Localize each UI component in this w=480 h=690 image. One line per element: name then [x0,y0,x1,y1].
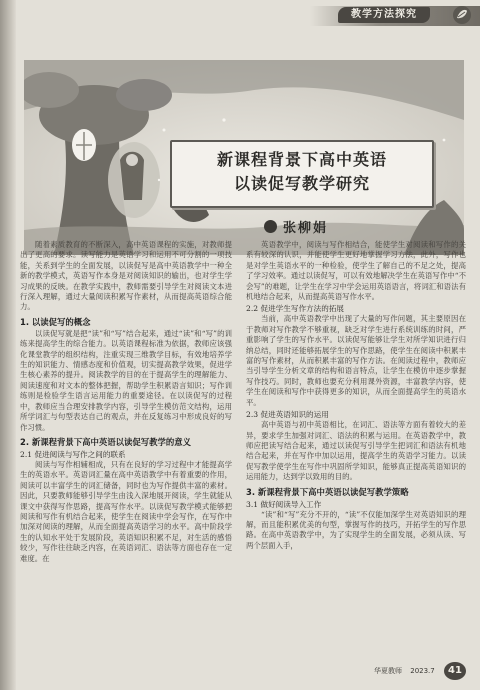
article-title-line-1: 新课程背景下高中英语 [216,150,387,169]
article-title-box [170,140,434,208]
subsection-heading: 3.1 做好阅读导入工作 [246,499,322,509]
article-title-line-2: 以读促写教学研究 [233,174,370,193]
section-heading: 1. 以读促写的概念 [20,316,91,327]
paragraph: 高中英语与初中英语相比，在词汇、语法等方面有着较大的差异，要求学生加强对词汇、语法的积累与运用。在英语教学中，教师应把读写结合起来，通过以读促写引导学生把词汇和语法有机地结合起来，并在写作中加以运用，提高学生的英语学习能力。以读促写教学使学生在写作中巩固所学知识，能够真正提高英语知识的运用能力，达到学以致用的目的。 [246,420,466,482]
issue-date: 2023.7 [410,667,435,675]
magazine-name: 华夏教师 [374,667,402,675]
paragraph: 当前，高中英语教学中出现了大量的写作问题，其主要原因在于教师对写作教学不够重视，缺乏对学生进行系统训练的时间，严重影响了学生的写作水平。以读促写能够让学生对所学知识进行归纳总结，同时还能够拓展学生的写作思路，使学生在阅读中积累丰富的写作素材，从而积累丰富的写作方法。在阅读过程中，教师应当引导学生分析文章的结构和语言特点，让学生在模仿中逐步掌握写作技巧。同时，教师也要充分利用课外资源，丰富教学内容，使学生在阅读和写作中获得更多的知识，从而全面提高学生的英语水平。 [246,314,466,407]
author-name: 张柳娟 [283,220,329,236]
section-heading: 2. 新课程背景下高中英语以读促写教学的意义 [20,436,192,447]
subsection-heading: 2.2 促进学生写作方法的拓展 [246,304,345,314]
footer-text [374,666,435,676]
subsection-heading: 2.3 促进英语知识的运用 [246,410,329,420]
right-text-column [246,240,466,551]
leaf-icon [452,5,472,25]
page-number: 41 [444,662,466,680]
author-marker-icon [264,220,277,233]
binding-spine [0,0,16,690]
section-heading: 3. 新课程背景下高中英语以读促写教学策略 [246,486,409,497]
author-row [264,216,328,236]
paragraph: “读”和“写”充分不开的，“读”不仅能加深学生对英语知识的理解，而且能积累优美的句型，掌握写作的技巧，开拓学生的写作思路。在高中英语教学中，为了实现学生的全面发展，必须从读、写两个层面入手， [246,509,466,550]
column-tag: 教学方法探究 [338,7,430,23]
subsection-heading: 2.1 促进阅读与写作之间的联系 [20,449,126,459]
paragraph: 阅读与写作相辅相成，只有在良好的学习过程中才能提高学生的英语水平。英语词汇量在高中英语教学中有着重要的作用，阅读可以丰富学生的词汇储备，同时也为写作提供丰富的素材。因此，只要教师能够引导学生由浅入深地展开阅读，学生就能从课文中获得写作思路，提高写作水平。以读促写教学模式能够把阅读和写作有机结合起来，使学生在阅读中学会写作，在写作中加深对阅读的理解，从而全面提高英语学习的水平。高中阶段学生的认知水平处于发展阶段，英语知识积累不足，对生活的感悟较少，写作往往缺乏内容，在英语词汇、语法等方面也存在一定难度。在 [20,459,232,563]
paragraph: 随着素质教育的不断深入，高中英语课程的实施，对教师提出了更高的要求。读写能力是英语学习和运用不可分割的一项技能，关系到学生的全面发展，以读促写是高中英语教学中一种全新的教学模式，英语写作本身是对阅读知识的输出，也对学生学习成果的反映。在教学实践中，教师需要引导学生对阅读文本进行深入理解，通过大量阅读积累写作素材，从而提高英语综合能力。 [20,240,232,312]
left-text-column [20,240,232,564]
paragraph: 英语教学中，阅读与写作相结合，能使学生对阅读和写作的关系有较深的认识，并能使学生更好地掌握学习方法，此外，写作也是对学生英语水平的一种检验，使学生了解自己的不足之处，提高了学习效率。通过以读促写，可以有效地解决学生在英语写作中“不会写”的难题，让学生在学习中学会运用英语语言，将词汇和语法有机地结合起来，从而提高英语写作水平。 [246,240,466,302]
paragraph: 以读促写就是把“读”和“写”结合起来，通过“读”和“写”的训练来提高学生的综合能力。以英语课程标准为依据，教师应该强化课堂教学的组织结构，注重实现三维教学目标，有效地培养学生的知识能力、情感态度和价值观，切实提高教学效果，促进学生核心素养的提升。阅读教学的目的在于提高学生的理解能力、阅读速度和对文本的整体把握，帮助学生积累语言知识；写作训练则是检验学生语言运用能力的重要途径。在以读促写的过程中，教师应当合理安排教学内容，引导学生模仿范文结构，运用所学词汇与句型表达自己的观点，并在反复练习中形成良好的写作习惯。 [20,328,232,432]
